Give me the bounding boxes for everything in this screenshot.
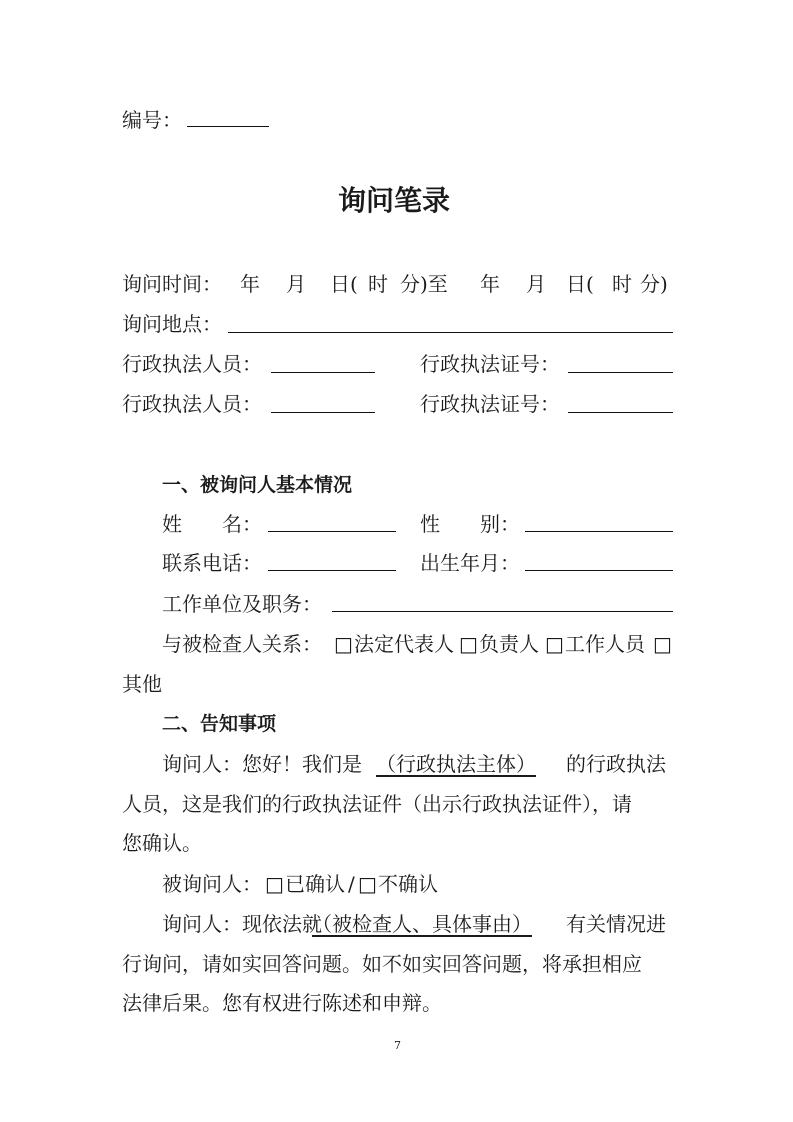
confirm-option-no: 不确认 xyxy=(378,872,438,896)
confirm-separator: / xyxy=(348,872,355,896)
cert2-field[interactable] xyxy=(568,412,673,413)
time-year-2: 年 xyxy=(480,272,500,296)
cert1-label: 行政执法证号： xyxy=(420,352,560,376)
relation-option-2: 负责人 xyxy=(479,632,539,656)
time-label: 询问时间： xyxy=(122,272,222,296)
name-label: 姓 名： xyxy=(162,512,262,536)
page-number: 7 xyxy=(394,1039,401,1052)
time-hour-2: 时 xyxy=(612,272,632,296)
cert1-field[interactable] xyxy=(568,372,673,373)
birth-field[interactable] xyxy=(525,570,673,571)
phone-label: 联系电话： xyxy=(162,551,262,575)
section1-heading: 一、被询问人基本情况 xyxy=(162,474,353,496)
confirm-label: 被询问人： xyxy=(162,872,262,896)
officer2-field[interactable] xyxy=(271,412,375,413)
gender-label: 性 别： xyxy=(420,512,520,536)
time-month-1: 月 xyxy=(286,272,306,296)
notice-p3-line2: 行询问，请如实回答问题。如不如实回答问题，将承担相应 xyxy=(122,952,642,976)
relation-option-4: 其他 xyxy=(122,672,162,696)
relation-option-1: 法定代表人 xyxy=(354,632,454,656)
notice-p1-a: 询问人：您好！我们是 xyxy=(162,752,362,776)
confirm-option-yes: 已确认 xyxy=(285,872,345,896)
relation-checkbox-2[interactable]: □ xyxy=(459,632,478,656)
officer1-label: 行政执法人员： xyxy=(122,352,262,376)
section2-heading: 二、告知事项 xyxy=(162,713,277,735)
relation-label: 与被检查人关系： xyxy=(162,632,322,656)
confirm-checkbox-no[interactable]: □ xyxy=(358,872,377,896)
notice-p1-line2: 人员，这是我们的行政执法证件（出示行政执法证件），请 xyxy=(122,792,632,816)
officer2-label: 行政执法人员： xyxy=(122,392,262,416)
page-title: 询问笔录 xyxy=(338,184,451,217)
name-field[interactable] xyxy=(268,531,396,532)
time-day-1: 日( xyxy=(330,272,358,296)
notice-p3-line3: 法律后果。您有权进行陈述和申辩。 xyxy=(122,991,442,1015)
notice-p3-a: 询问人：现依法就 xyxy=(162,912,322,936)
phone-field[interactable] xyxy=(268,570,396,571)
confirm-checkbox-yes[interactable]: □ xyxy=(265,872,284,896)
notice-p1-b: 的行政执法 xyxy=(566,752,666,776)
relation-checkbox-1[interactable]: □ xyxy=(334,632,353,656)
officer1-field[interactable] xyxy=(271,372,375,373)
notice-p1-entity: （行政执法主体） xyxy=(376,752,536,776)
time-day-2: 日( xyxy=(566,272,594,296)
place-label: 询问地点： xyxy=(122,312,222,336)
place-field[interactable] xyxy=(228,332,673,333)
cert2-label: 行政执法证号： xyxy=(420,392,560,416)
time-minute-1: 分)至 xyxy=(400,272,448,296)
notice-p1-line3: 您确认。 xyxy=(122,831,202,855)
serial-label: 编号： xyxy=(122,108,182,132)
time-month-2: 月 xyxy=(526,272,546,296)
serial-field[interactable] xyxy=(187,126,269,127)
notice-p3-b: 有关情况进 xyxy=(566,912,666,936)
time-hour-1: 时 xyxy=(368,272,388,296)
gender-field[interactable] xyxy=(525,531,673,532)
relation-option-3: 工作人员 xyxy=(565,632,645,656)
time-year-1: 年 xyxy=(240,272,260,296)
birth-label: 出生年月： xyxy=(420,551,520,575)
time-minute-2: 分) xyxy=(640,272,668,296)
relation-checkbox-4[interactable]: □ xyxy=(653,632,672,656)
work-field[interactable] xyxy=(332,611,673,612)
work-label: 工作单位及职务： xyxy=(162,592,322,616)
relation-checkbox-3[interactable]: □ xyxy=(545,632,564,656)
notice-p3-matter: （被检查人、具体事由） xyxy=(312,912,532,936)
